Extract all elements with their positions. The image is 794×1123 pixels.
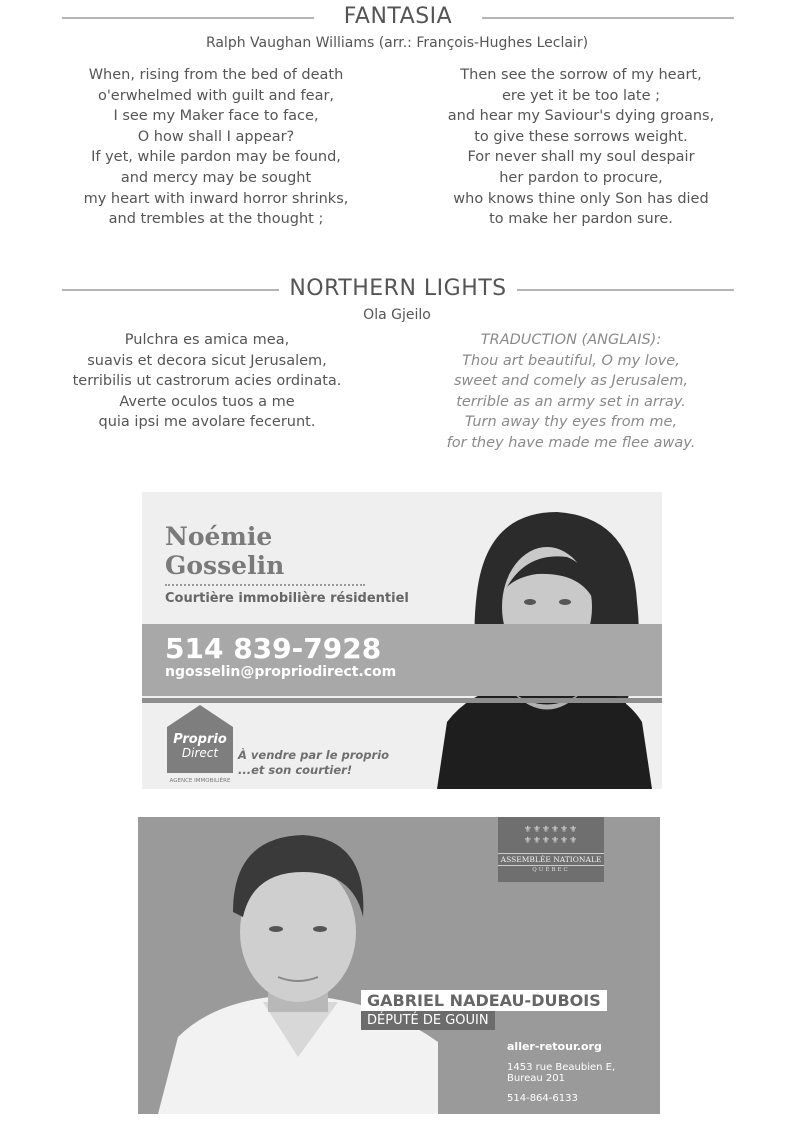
northern-lights-translation xyxy=(406,330,736,454)
last-name: Gosselin xyxy=(165,551,285,580)
composer-credit: Ralph Vaughan Williams (arr.: François-Hughes Leclair) xyxy=(205,35,589,51)
verse-line: O how shall I appear? xyxy=(137,128,295,145)
svg-text:Direct: Direct xyxy=(181,746,219,760)
verse-line: Pulchra es amica mea, xyxy=(124,332,290,348)
verse-line: and trembles at the thought ; xyxy=(108,211,324,228)
verse-line: quia ipsi me avolare fecerunt. xyxy=(98,414,316,431)
verse-line: to give these sorrows weight. xyxy=(474,128,688,145)
svg-text:Proprio: Proprio xyxy=(173,732,227,747)
assemblee-nationale-logo xyxy=(498,817,604,882)
verse-line: to make her pardon sure. xyxy=(489,211,673,228)
mna-name: GABRIEL NADEAU-DUBOIS xyxy=(361,990,607,1011)
section-title: NORTHERN LIGHTS xyxy=(62,274,734,304)
composer-credit: Ola Gjeilo xyxy=(363,307,431,323)
realtor-business-card xyxy=(142,492,662,789)
verse-line: Then see the sorrow of my heart, xyxy=(460,67,702,83)
verse-line: sweet and comely as Jerusalem, xyxy=(453,373,689,390)
website: aller-retour.org xyxy=(507,1040,602,1053)
fantasia-verse-right xyxy=(416,65,746,230)
verse-line: and mercy may be sought xyxy=(120,169,312,186)
verse-line: o'erwhelmed with guilt and fear, xyxy=(97,87,335,104)
office-phone: 514-864-6133 xyxy=(507,1093,578,1104)
fleur-de-lis-icon: ⚜⚜⚜⚜⚜⚜ ⚜⚜⚜⚜⚜⚜ xyxy=(523,825,579,846)
verse-line: and hear my Saviour's dying groans, xyxy=(447,108,715,125)
tagline-line-2: ...et son courtier! xyxy=(238,763,353,777)
tagline-line-1: À vendre par le proprio xyxy=(238,748,390,762)
verse-line: her pardon to procure, xyxy=(499,169,663,186)
office-address xyxy=(507,1062,615,1084)
section-title: FANTASIA xyxy=(62,2,734,32)
mna-photo xyxy=(138,817,438,1114)
verse-line: I see my Maker face to face, xyxy=(113,108,319,125)
address-line-1: 1453 rue Beaubien E, xyxy=(507,1062,616,1073)
verse-line: TRADUCTION (ANGLAIS): xyxy=(480,332,662,348)
verse-line: Turn away thy eyes from me, xyxy=(464,414,678,431)
verse-line: For never shall my soul despair xyxy=(467,149,695,166)
fantasia-verse-left xyxy=(51,65,381,230)
realtor-role: Courtière immobilière résidentiel xyxy=(165,591,409,606)
svg-text:AGENCE IMMOBILIÈRE: AGENCE IMMOBILIÈRE xyxy=(169,778,231,783)
verse-line: Averte oculos tuos a me xyxy=(119,393,295,410)
verse-line: Thou art beautiful, O my love, xyxy=(462,352,680,369)
verse-line: ere yet it be too late ; xyxy=(502,87,660,104)
northern-lights-latin-text xyxy=(42,330,372,433)
mna-role: DÉPUTÉ DE GOUIN xyxy=(361,1011,495,1030)
verse-line: When, rising from the bed of death xyxy=(88,67,344,83)
assemblee-label: ASSEMBLÉE NATIONALE xyxy=(498,853,604,866)
band-underline xyxy=(142,698,662,703)
verse-line: terrible as an army set in array. xyxy=(456,393,686,410)
fantasia-header xyxy=(62,2,734,32)
tagline xyxy=(238,748,389,778)
verse-line: terribilis ut castrorum acies ordinata. xyxy=(72,373,342,390)
mna-business-card xyxy=(138,817,660,1114)
dotted-divider xyxy=(165,584,365,586)
northern-lights-header xyxy=(62,274,734,304)
address-line-2: Bureau 201 xyxy=(507,1073,565,1084)
first-name: Noémie xyxy=(165,522,273,551)
realtor-name xyxy=(165,522,284,580)
verse-line: who knows thine only Son has died xyxy=(453,190,709,207)
verse-line: for they have made me flee away. xyxy=(446,434,696,451)
proprio-direct-logo xyxy=(167,705,233,783)
verse-line: suavis et decora sicut Jerusalem, xyxy=(87,352,327,369)
verse-line: If yet, while pardon may be found, xyxy=(91,149,341,166)
verse-line: my heart with inward horror shrinks, xyxy=(83,190,349,207)
quebec-label: QUÉBEC xyxy=(532,867,570,873)
email-address: ngosselin@propriodirect.com xyxy=(165,664,397,680)
phone-number: 514 839-7928 xyxy=(165,632,382,665)
